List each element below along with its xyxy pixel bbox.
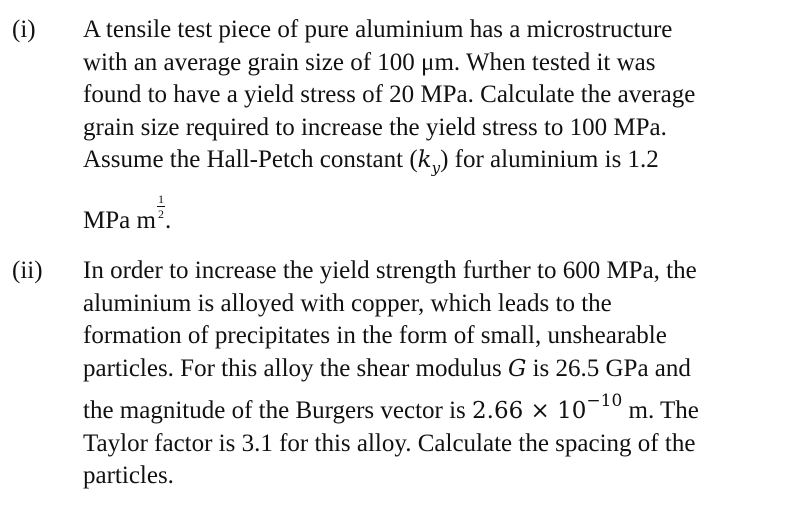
text-line xyxy=(83,193,773,238)
hall-petch-symbol: k xyxy=(417,147,432,173)
burgers-exponent: −10 xyxy=(586,391,623,411)
text-line: particles. xyxy=(83,462,174,489)
text-line: A tensile test piece of pure aluminium has a microstructure xyxy=(83,16,673,43)
text-line: In order to increase the yield strength further to 600 MPa, the xyxy=(83,257,697,284)
text-line: found to have a yield stress of 20 MPa. Calculate the average xyxy=(83,81,696,108)
text-fragment: Assume the Hall-Petch constant ( xyxy=(83,146,418,173)
text-line: grain size required to increase the yield stress to 100 MPa. xyxy=(83,113,667,141)
text-line xyxy=(83,353,773,386)
unit-text: MPa m xyxy=(83,206,156,234)
question-number: (i) xyxy=(12,16,36,43)
question-text xyxy=(83,14,773,237)
fraction-denominator: 2 xyxy=(157,206,164,221)
hall-petch-subscript: y xyxy=(431,159,441,177)
text-fragment: particles. For this alloy the shear modulus xyxy=(83,354,508,382)
text-fragment: m. The xyxy=(622,397,699,424)
text-line xyxy=(83,144,773,185)
text-line: Taylor factor is 3.1 for this alloy. Calculate the spacing of the xyxy=(83,429,696,457)
text-line: formation of precipitates in the form of small, unshearable xyxy=(83,322,667,349)
question-text xyxy=(83,255,773,493)
text-line xyxy=(83,385,773,428)
text-fragment: ) for aluminium is 1.2 xyxy=(440,146,659,173)
text-line: with an average grain size of 100 μm. When tested it was xyxy=(83,48,656,76)
text-fragment: is 26.5 GPa and xyxy=(526,354,691,382)
question-number: (ii) xyxy=(12,257,43,284)
shear-modulus-symbol: G xyxy=(507,355,527,382)
text-line: aluminium is alloyed with copper, which leads to the xyxy=(83,289,612,317)
fraction-numerator: 1 xyxy=(157,191,164,206)
burgers-value: 2.66 × 10 xyxy=(472,398,587,424)
text-fragment: the magnitude of the Burgers vector is xyxy=(83,397,473,424)
text-fragment: . xyxy=(164,206,172,234)
exponent-fraction xyxy=(157,193,165,220)
